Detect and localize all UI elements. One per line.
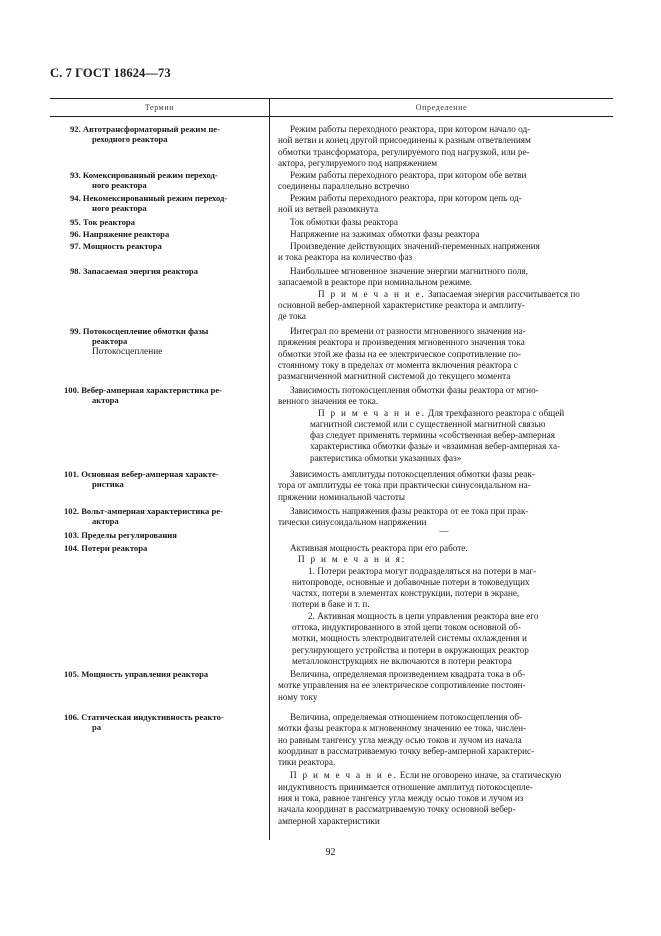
note-text: характеристика обмотки фазы» и «взаимная вебер-амперная ха- — [310, 441, 561, 452]
term-cell — [64, 385, 266, 406]
note-text: Если не оговорено иначе, за статическую — [399, 770, 562, 781]
term-cell — [70, 193, 266, 214]
definition-text: Активная мощность реактора при его работе. — [290, 543, 468, 553]
note-text: начала координат в рассматриваемую точку основной вебер- — [278, 804, 516, 815]
definition-text: ной ветви и конец другой присоединены к разным ответвлениям — [278, 135, 531, 146]
definition-text: Режим работы переходного реактора, при котором цепь од- — [290, 193, 522, 203]
definition-text: запасаемой в реакторе при номинальном режиме. — [278, 277, 473, 288]
definition-text: ному току — [278, 691, 318, 702]
term-cell — [64, 506, 266, 527]
definition-text: тически синусоидальном напряжении — [278, 517, 427, 528]
definition-cell — [278, 469, 610, 503]
definition-text: Напряжение на зажимах обмотки фазы реактора — [290, 229, 480, 239]
term-text: 105. Мощность управления реактора — [64, 669, 209, 679]
term-synonym: Потокосцепление — [92, 346, 163, 357]
definition-text: обмотки трансформатора, регулируемого под нагрузкой, или ре- — [278, 146, 530, 157]
term-text: ра — [92, 722, 102, 733]
note-text: основной вебер-амперной характеристике реактора и амплиту- — [278, 299, 525, 310]
definition-text: пряжении номинальной частоты — [278, 491, 406, 502]
term-cell — [70, 124, 266, 145]
definition-cell — [278, 526, 610, 537]
term-text: 93. Комексированный режим переход- — [70, 170, 218, 180]
term-cell — [70, 266, 266, 276]
definition-text: и тока реактора на количество фаз — [278, 252, 413, 263]
note-text: 2. Активная мощность в цепи управления реактора вне его — [308, 610, 539, 621]
definition-text: пряжения реактора и произведения мгновенного значения тока — [278, 337, 525, 348]
note-text: потери в баке и т. п. — [292, 599, 370, 610]
definition-cell — [278, 170, 610, 193]
term-cell — [70, 217, 266, 227]
note-text: оттока, индуктированного в этой цепи током основной об- — [292, 622, 521, 633]
definition-cell — [278, 385, 610, 464]
term-text: реходного реактора — [92, 134, 168, 145]
definition-text: тики реактора. — [278, 757, 336, 768]
definition-cell — [278, 217, 610, 228]
term-cell — [64, 530, 266, 540]
definition-text: Наибольшее мгновенное значение энергии магнитного поля, — [290, 266, 528, 276]
term-text: 100. Вебер-амперная характеристика ре- — [64, 385, 223, 395]
definition-text: но равным тангенсу угла между осью токов и лучом из начала — [278, 734, 522, 745]
note-text: Запасаемая энергия рассчитывается по — [427, 288, 580, 299]
note-text: нитопроводе, основные и добавочные потери в токоведущих — [292, 576, 530, 587]
term-text: 101. Основная вебер-амперная характе- — [64, 469, 219, 479]
term-text: 96. Напряжение реактора — [70, 229, 170, 239]
table-column-divider — [269, 98, 270, 840]
term-text: 98. Запасаемая энергия реактора — [70, 266, 199, 276]
definition-text: тора от амплитуды ее тока при практически синусоидальном на- — [278, 480, 531, 491]
note-text: регулирующего устройства и потери в окружающих реактор — [292, 644, 529, 655]
definition-text: размагниченной магнитной системой до текущего момента — [278, 371, 511, 382]
definition-text: Зависимость напряжения фазы реактора от ее тока при прак- — [290, 506, 529, 516]
term-text: 94. Некомексированный режим переход- — [70, 193, 228, 203]
definition-cell — [278, 266, 610, 322]
term-text: 102. Вольт-амперная характеристика ре- — [64, 506, 223, 516]
column-header-definition: Определение — [415, 103, 468, 112]
note-text: де тока — [278, 311, 306, 322]
note-text: металлоконструкциях не включаются в потери реактора — [292, 655, 512, 666]
definition-cell — [278, 326, 610, 382]
note-text: магнитной системой или с существенной магнитной связью — [310, 418, 546, 429]
note-text: ния и тока, равное тангенсу угла между осью токов и лучом из — [278, 793, 524, 804]
note-text: Для трехфазного реактора с общей — [427, 407, 565, 418]
definition-text: мотке управления на ее электрическое сопротивление постоян- — [278, 680, 526, 691]
page-header: С. 7 ГОСТ 18624—73 — [50, 66, 171, 80]
note-label: П р и м е ч а н и е. — [318, 407, 426, 418]
note-text: фаз следует применять термины «собственная вебер-амперная — [310, 430, 555, 441]
definition-text: Зависимость потокосцепления обмотки фазы реактора от мгно- — [290, 385, 539, 395]
definition-text: Режим работы переходного реактора, при котором начало од- — [290, 124, 531, 134]
definition-text: Интеграл по времени от разности мгновенного значения на- — [290, 326, 526, 336]
term-text: 99. Потокосцепление обмотки фазы — [70, 326, 209, 336]
term-cell — [64, 712, 266, 733]
definition-text: стоянному току в пределах от момента включения реактора с — [278, 359, 518, 370]
term-cell — [64, 543, 266, 553]
term-text: 95. Ток реактора — [70, 217, 135, 227]
term-text: 103. Пределы регулирования — [64, 530, 177, 540]
note-text: 1. Потери реактора могут подразделяться на потери в маг- — [308, 565, 537, 576]
term-cell — [64, 669, 266, 679]
definition-cell — [278, 669, 610, 703]
term-cell — [64, 469, 266, 490]
definition-text: Величина, определяемая произведением квадрата тока в об- — [290, 669, 526, 679]
note-text: рактеристика обмотки указанных фаз» — [310, 452, 462, 463]
definition-text: координат в рассматриваемую точку вебер-амперной характерис- — [278, 745, 535, 756]
term-text: актора — [92, 516, 119, 527]
table-header-rule — [50, 116, 613, 117]
definition-text: Зависимость амплитуды потокосцепления обмотки фазы реак- — [290, 469, 535, 479]
definition-cell — [278, 712, 610, 827]
term-text: ного реактора — [92, 180, 147, 191]
note-label: П р и м е ч а н и е. — [318, 288, 426, 299]
column-header-term: Термин — [144, 103, 175, 112]
term-text: ного реактора — [92, 203, 147, 214]
term-text: 97. Мощность реактора — [70, 241, 162, 251]
term-text: ристика — [92, 479, 124, 490]
note-text: индуктивность принимается отношение амплитуд потокосцепле- — [278, 781, 533, 792]
term-cell — [70, 229, 266, 239]
definition-text: обмотки этой же фазы на ее электрическое сопротивление по- — [278, 348, 522, 359]
term-cell — [70, 326, 266, 357]
term-text: 106. Статическая индуктивность реакто- — [64, 712, 224, 722]
definition-cell — [278, 241, 610, 264]
table-top-rule — [50, 98, 613, 99]
term-text: актора — [92, 395, 119, 406]
definition-text: мотки фазы реактора к мгновенному значению ее тока, числен- — [278, 723, 527, 734]
note-text: амперной характеристики — [278, 815, 380, 826]
definition-text: соединены параллельно встречно — [278, 181, 410, 192]
term-cell — [70, 241, 266, 251]
note-text: мотки, мощность электродвигателей системы охлаждения и — [292, 633, 527, 644]
term-text: 92. Автотрансформаторный режим пе- — [70, 124, 220, 134]
definition-cell — [278, 229, 610, 240]
definition-cell — [278, 124, 610, 169]
note-label: П р и м е ч а н и я: — [298, 554, 407, 565]
term-text: 104. Потери реактора — [64, 543, 148, 553]
definition-cell — [278, 543, 610, 667]
definition-text: ной из ветвей разомкнута — [278, 204, 379, 215]
term-text: реактора — [92, 336, 128, 347]
note-text: частях, потери в элементах конструкции, потери в экране, — [292, 588, 520, 599]
definition-cell — [278, 193, 610, 216]
page-number: 92 — [325, 847, 336, 858]
definition-text: Ток обмотки фазы реактора — [290, 217, 398, 227]
definition-text: Произведение действующих значений-переменных напряжения — [290, 241, 540, 251]
term-cell — [70, 170, 266, 191]
definition-text: — — [439, 526, 449, 536]
definition-text: венного значения ее тока. — [278, 396, 379, 407]
note-label: П р и м е ч а н и е. — [290, 770, 398, 781]
terms-table — [50, 98, 613, 840]
definition-text: Величина, определяемая отношением потокосцепления об- — [290, 712, 523, 722]
definition-text: Режим работы переходного реактора, при котором обе ветви — [290, 170, 527, 180]
definition-text: актора, регулируемого под напряжением — [278, 157, 438, 168]
